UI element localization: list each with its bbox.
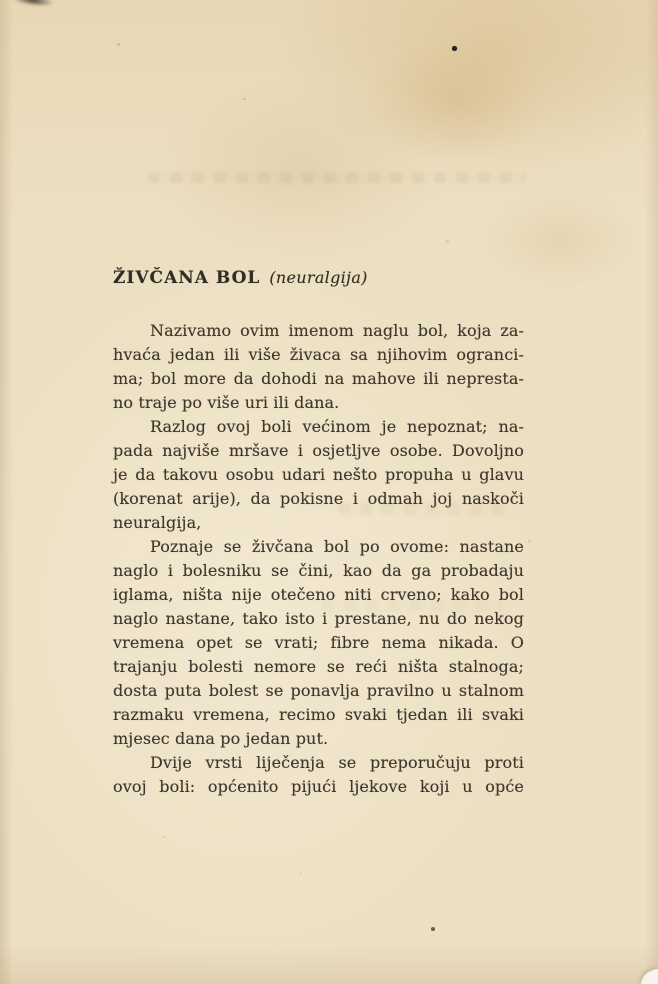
paper-freckle — [162, 836, 165, 838]
text-line: mjesec dana po jedan put. — [113, 729, 329, 748]
text-line: no traje po više uri ili dana. — [113, 393, 340, 412]
text-line: naglo nastane, tako isto i prestane, nu do nekog — [113, 609, 524, 628]
paragraph-symptoms — [113, 535, 524, 751]
text-line: ovoj boli: općenito pijući ljekove koji u opće — [113, 777, 524, 796]
section-heading-text: ŽIVČANA BOL — [113, 268, 261, 288]
page-corner — [641, 969, 658, 984]
text-line: naglo i bolesniku se čini, kao da ga probadaju — [113, 561, 524, 580]
text-line: Dvije vrsti liječenja se preporučuju proti — [150, 753, 524, 772]
paper-freckle — [243, 98, 246, 100]
paper-freckle — [446, 240, 449, 243]
paragraph-definition — [113, 319, 524, 415]
text-line: (korenat arije), da pokisne i odmah joj naskoči — [113, 489, 524, 508]
paragraph-causes — [113, 415, 524, 535]
ink-speck — [452, 46, 457, 51]
section-heading-annotation: (neuralgija) — [269, 268, 368, 287]
showthrough-text-ghost — [148, 172, 526, 183]
text-line: ma; bol more da dohodi na mahove ili nepresta- — [113, 369, 524, 388]
edge-smudge — [3, 0, 62, 11]
paragraph-treatment — [113, 751, 524, 799]
paper-freckle — [528, 540, 531, 543]
paper-freckle — [117, 43, 120, 46]
section-heading — [113, 266, 524, 290]
text-line: pada najviše mršave i osjetljve osobe. Dovoljno — [113, 441, 524, 460]
text-line: dosta puta bolest se ponavlja pravilno u stalnom — [113, 681, 524, 700]
text-line: vremena opet se vrati; fibre nema nikada. O — [113, 633, 524, 652]
text-line: razmaku vremena, recimo svaki tjedan ili svaki — [113, 705, 524, 724]
text-column — [113, 266, 524, 799]
ink-speck — [431, 927, 435, 931]
text-line: Nazivamo ovim imenom naglu bol, koja za- — [150, 321, 524, 340]
text-line: je da takovu osobu udari nešto propuha u glavu — [113, 465, 524, 484]
text-line: iglama, ništa nije otečeno niti crveno; kako bol — [113, 585, 524, 604]
text-line: hvaća jedan ili više živaca sa njihovim ogranci- — [113, 345, 524, 364]
text-line: neuralgija, — [113, 513, 202, 532]
paper-freckle — [300, 872, 302, 874]
text-line: Poznaje se živčana bol po ovome: nastane — [150, 537, 524, 556]
text-line: Razlog ovoj boli većinom je nepoznat; na- — [150, 417, 524, 436]
text-line: trajanju bolesti nemore se reći ništa stalnoga; — [113, 657, 524, 676]
